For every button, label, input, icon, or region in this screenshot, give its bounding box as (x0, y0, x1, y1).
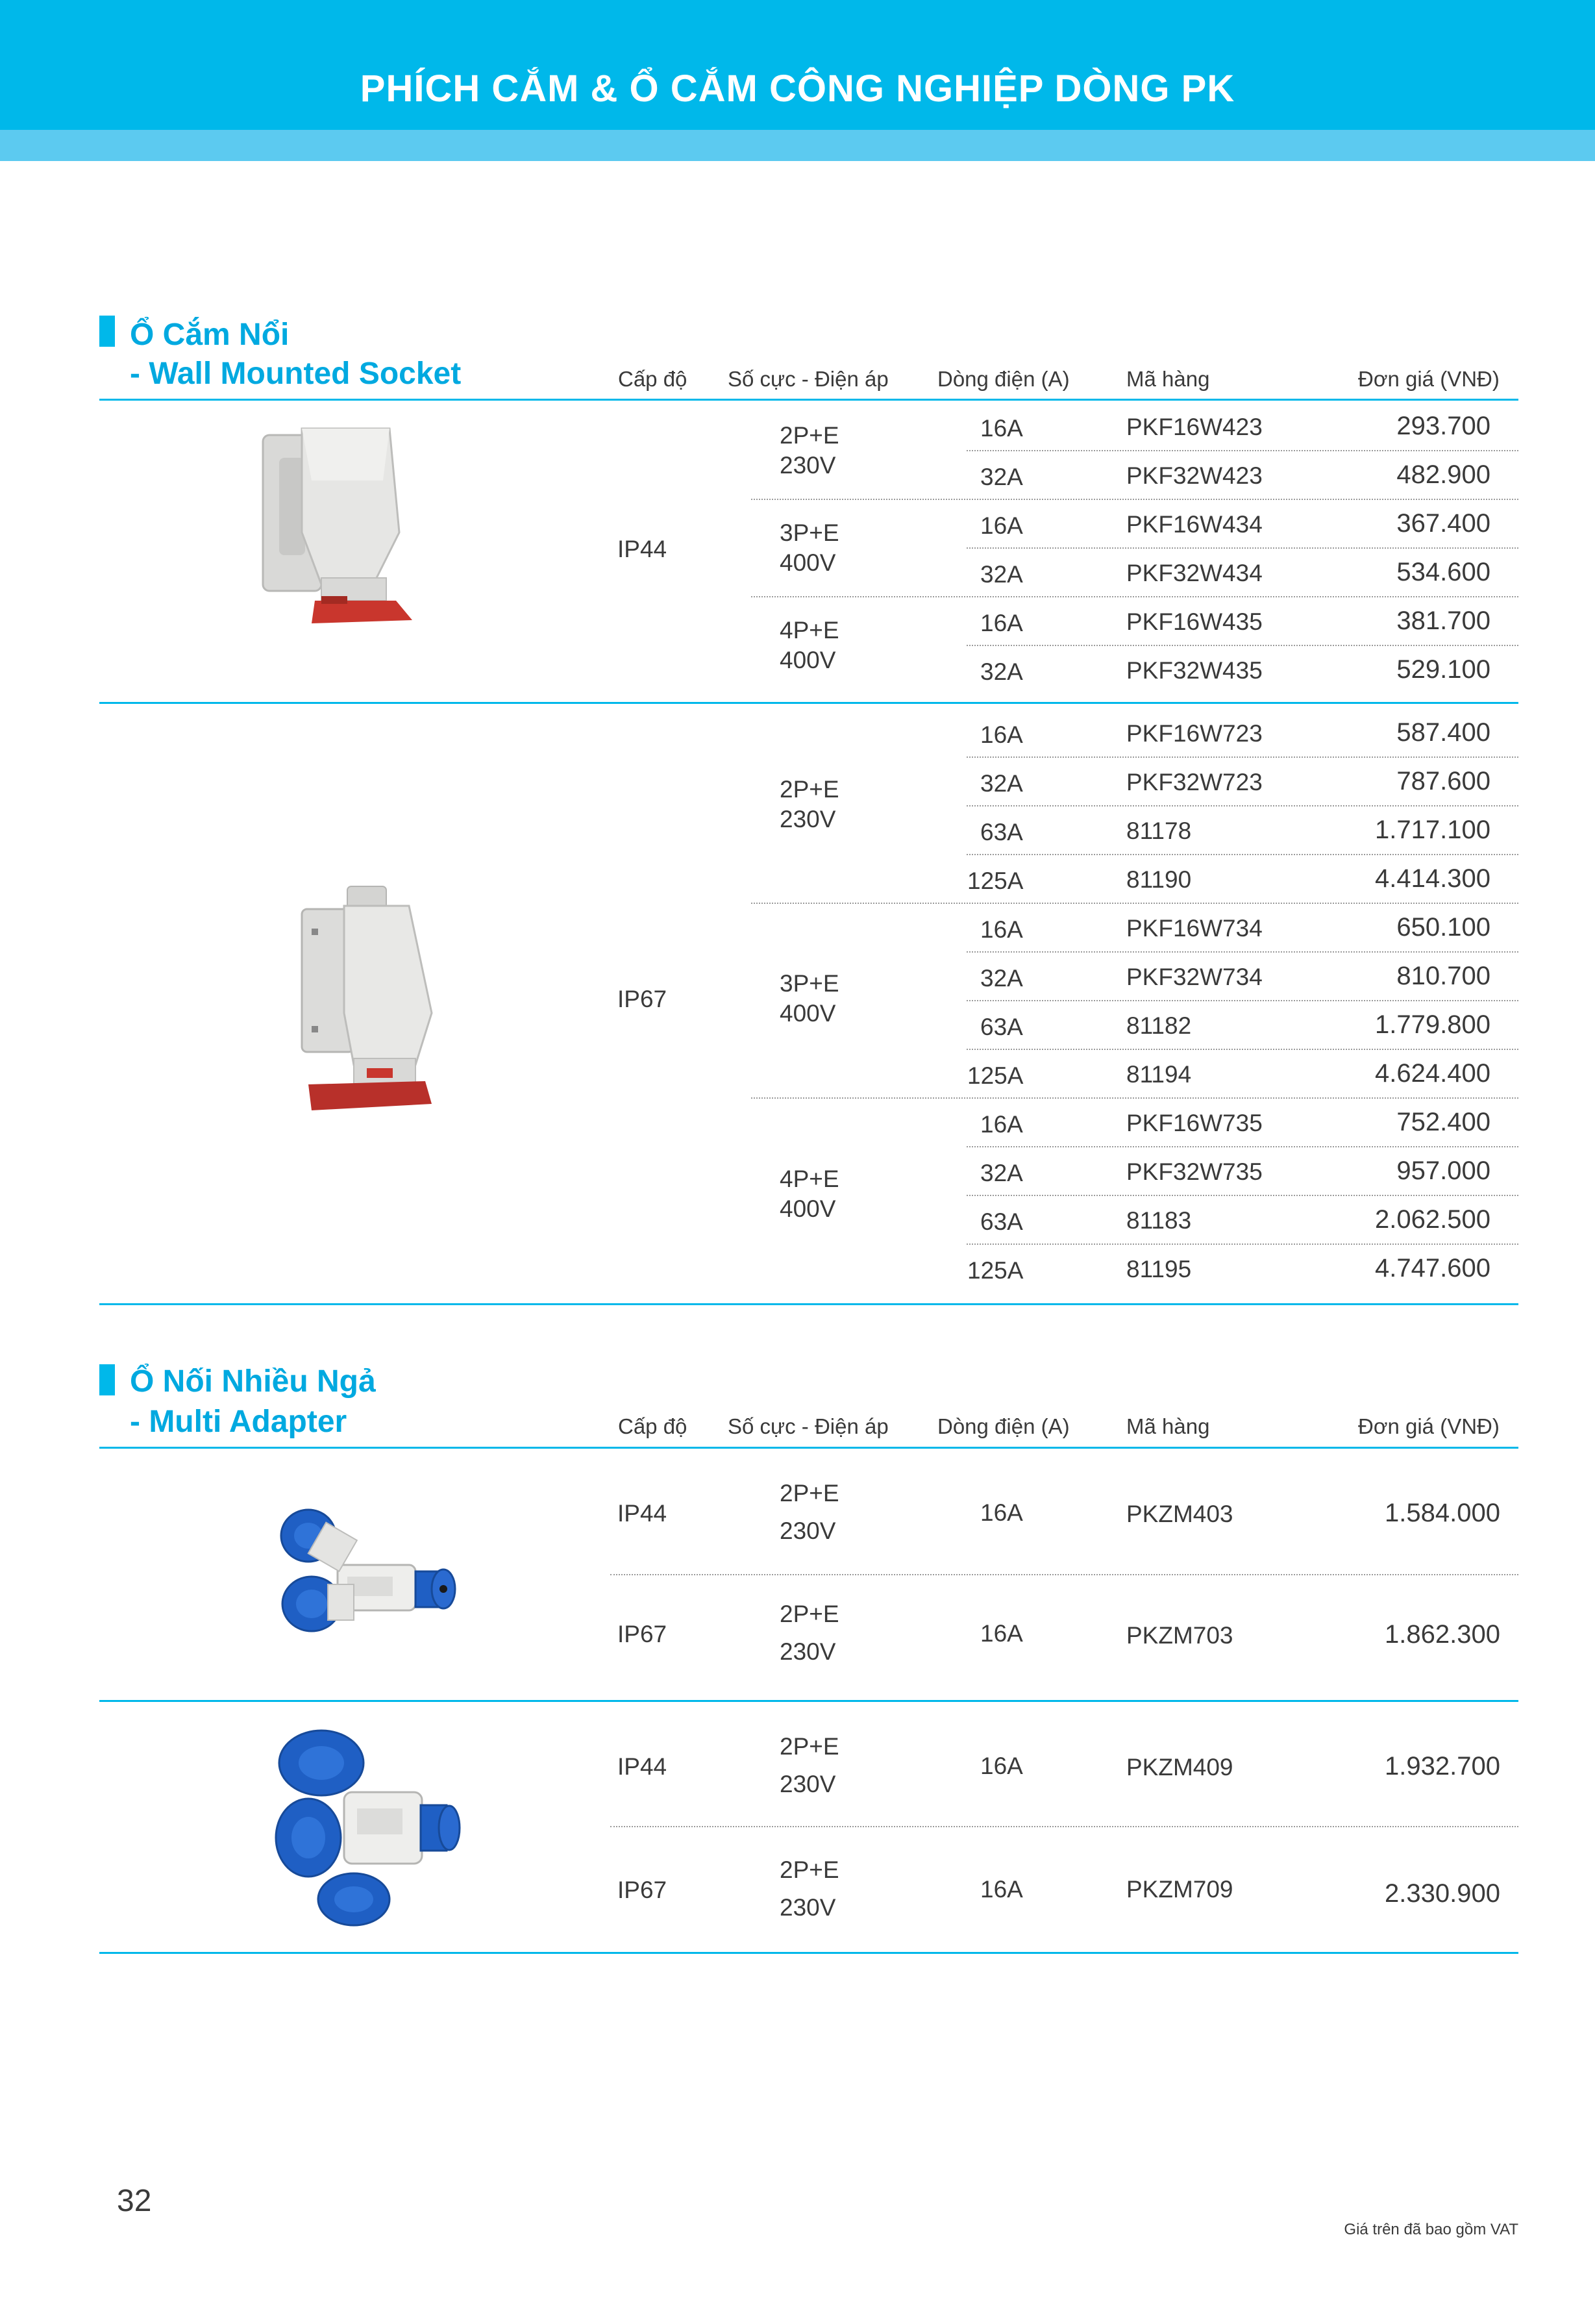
code-cell: PKF16W734 (1126, 915, 1263, 942)
price-cell: 367.400 (1396, 509, 1490, 538)
price-cell: 529.100 (1396, 655, 1490, 684)
poles-voltage: 230V (780, 452, 836, 479)
price-cell: 752.400 (1396, 1108, 1490, 1136)
current-cell: 16A (980, 512, 1023, 539)
level-cell: IP67 (617, 986, 667, 1012)
poles-voltage: 230V (780, 806, 836, 832)
code-cell: PKZM403 (1126, 1501, 1233, 1527)
price-cell: 787.600 (1396, 767, 1490, 795)
poles-voltage: 400V (780, 647, 836, 673)
poles-count: 3P+E (780, 519, 839, 546)
current-cell: 16A (980, 916, 1023, 943)
page-title: PHÍCH CẮM & Ổ CẮM CÔNG NGHIỆP DÒNG PK (360, 68, 1235, 110)
price-cell: 4.624.400 (1375, 1059, 1490, 1088)
current-cell: 32A (980, 464, 1023, 490)
price-cell: 810.700 (1396, 962, 1490, 990)
current-cell: 16A (980, 1620, 1023, 1647)
multi-adapter-3way-image (273, 1727, 461, 1929)
current-cell: 63A (980, 1014, 1023, 1040)
table-header-divider (99, 399, 1518, 401)
current-cell: 125A (967, 1257, 1024, 1284)
column-header-current: Dòng điện (A) (937, 1414, 1070, 1438)
current-cell: 16A (980, 1876, 1023, 1903)
poles-voltage: 400V (780, 549, 836, 576)
price-cell: 381.700 (1396, 606, 1490, 635)
price-cell: 1.862.300 (1385, 1620, 1500, 1649)
code-cell: 81190 (1126, 866, 1192, 893)
poles-cell (780, 1851, 839, 1927)
row-divider (967, 1146, 1518, 1147)
multi-adapter-2way-image (276, 1506, 458, 1643)
poles-count: 4P+E (780, 617, 839, 643)
poles-cell (780, 1595, 839, 1671)
code-cell: 81194 (1126, 1061, 1192, 1088)
current-cell: 16A (980, 1499, 1023, 1526)
row-divider (967, 1049, 1518, 1050)
poles-cell (780, 518, 839, 578)
row-divider (967, 756, 1518, 758)
level-cell: IP44 (617, 1753, 667, 1780)
poles-cell (780, 969, 839, 1029)
current-cell: 63A (980, 1208, 1023, 1235)
price-cell: 1.932.700 (1385, 1752, 1500, 1780)
code-cell: PKF16W735 (1126, 1110, 1263, 1136)
section-title-line2: - Wall Mounted Socket (130, 356, 462, 391)
column-header-price: Đơn giá (VNĐ) (1358, 1414, 1500, 1438)
row-divider (751, 499, 1518, 500)
table-header-divider (99, 1447, 1518, 1449)
group-divider (99, 1700, 1518, 1702)
price-cell: 2.062.500 (1375, 1205, 1490, 1234)
page-number: 32 (117, 2184, 152, 2218)
code-cell: PKZM709 (1126, 1876, 1233, 1903)
group-divider (99, 702, 1518, 704)
row-divider (967, 854, 1518, 855)
poles-voltage: 400V (780, 1000, 836, 1027)
row-divider (967, 645, 1518, 646)
code-cell: 81183 (1126, 1207, 1192, 1234)
section-marker (99, 1364, 115, 1395)
column-header-poles: Số cực - Điện áp (728, 1414, 889, 1438)
current-cell: 16A (980, 610, 1023, 636)
level-cell: IP67 (617, 1877, 667, 1903)
poles-count: 2P+E (780, 1480, 839, 1506)
column-header-poles: Số cực - Điện áp (728, 367, 889, 391)
poles-cell (780, 1164, 839, 1224)
code-cell: PKF32W423 (1126, 462, 1263, 489)
code-cell: PKF16W435 (1126, 608, 1263, 635)
current-cell: 32A (980, 770, 1023, 797)
poles-cell (780, 1728, 839, 1803)
price-cell: 1.584.000 (1385, 1499, 1500, 1527)
code-cell: 81195 (1126, 1256, 1192, 1282)
price-cell: 4.747.600 (1375, 1254, 1490, 1282)
column-header-level: Cấp độ (618, 1414, 687, 1438)
code-cell: PKF32W435 (1126, 657, 1263, 684)
section-title-line1: Ổ Nối Nhiều Ngả (130, 1364, 376, 1399)
code-cell: PKF16W423 (1126, 414, 1263, 440)
current-cell: 125A (967, 1062, 1024, 1089)
wall-socket-ip44-image (250, 422, 425, 630)
current-cell: 16A (980, 415, 1023, 442)
price-cell: 4.414.300 (1375, 864, 1490, 893)
poles-count: 2P+E (780, 776, 839, 803)
section-title-line1: Ổ Cắm Nổi (130, 318, 290, 352)
code-cell: PKF32W735 (1126, 1158, 1263, 1185)
poles-count: 2P+E (780, 1733, 839, 1760)
price-cell: 534.600 (1396, 558, 1490, 586)
row-divider (751, 596, 1518, 597)
code-cell: PKZM703 (1126, 1622, 1233, 1649)
price-cell: 293.700 (1396, 412, 1490, 440)
row-divider (610, 1826, 1518, 1827)
price-cell: 650.100 (1396, 913, 1490, 942)
code-cell: PKF16W723 (1126, 720, 1263, 747)
level-cell: IP44 (617, 536, 667, 562)
row-divider (967, 951, 1518, 953)
price-cell: 482.900 (1396, 460, 1490, 489)
code-cell: PKZM409 (1126, 1754, 1233, 1780)
row-divider (967, 1195, 1518, 1196)
column-header-level: Cấp độ (618, 367, 687, 391)
current-cell: 32A (980, 561, 1023, 588)
row-divider (967, 450, 1518, 451)
section-end-divider (99, 1952, 1518, 1954)
price-cell: 587.400 (1396, 718, 1490, 747)
poles-cell (780, 775, 839, 834)
poles-cell (780, 421, 839, 481)
section-title-line2: - Multi Adapter (130, 1405, 347, 1439)
code-cell: PKF32W734 (1126, 964, 1263, 990)
column-header-current: Dòng điện (A) (937, 367, 1070, 391)
section-end-divider (99, 1303, 1518, 1305)
current-cell: 32A (980, 965, 1023, 992)
section-marker (99, 316, 115, 347)
column-header-code: Mã hàng (1126, 367, 1210, 391)
poles-voltage: 230V (780, 1771, 836, 1797)
price-cell: 957.000 (1396, 1156, 1490, 1185)
header-banner (0, 0, 1595, 130)
code-cell: 81182 (1126, 1012, 1192, 1039)
poles-count: 2P+E (780, 422, 839, 449)
current-cell: 63A (980, 819, 1023, 845)
current-cell: 16A (980, 1753, 1023, 1779)
poles-count: 2P+E (780, 1601, 839, 1627)
row-divider (751, 903, 1518, 904)
poles-count: 2P+E (780, 1856, 839, 1883)
poles-voltage: 230V (780, 1638, 836, 1665)
row-divider (751, 1097, 1518, 1099)
price-cell: 1.717.100 (1375, 816, 1490, 844)
current-cell: 32A (980, 1160, 1023, 1186)
poles-voltage: 230V (780, 1518, 836, 1544)
poles-count: 4P+E (780, 1166, 839, 1192)
header-strip (0, 130, 1595, 161)
row-divider (967, 1243, 1518, 1245)
level-cell: IP67 (617, 1621, 667, 1647)
poles-voltage: 230V (780, 1894, 836, 1921)
current-cell: 125A (967, 868, 1024, 894)
poles-count: 3P+E (780, 970, 839, 997)
column-header-code: Mã hàng (1126, 1414, 1210, 1438)
poles-cell (780, 1475, 839, 1550)
code-cell: 81178 (1126, 818, 1192, 844)
vat-note: Giá trên đã bao gồm VAT (1344, 2221, 1518, 2238)
current-cell: 32A (980, 658, 1023, 685)
code-cell: PKF32W434 (1126, 560, 1263, 586)
price-cell: 2.330.900 (1385, 1879, 1500, 1908)
poles-cell (780, 616, 839, 675)
price-cell: 1.779.800 (1375, 1010, 1490, 1039)
current-cell: 16A (980, 1111, 1023, 1138)
code-cell: PKF16W434 (1126, 511, 1263, 538)
column-header-price: Đơn giá (VNĐ) (1358, 367, 1500, 391)
poles-voltage: 400V (780, 1195, 836, 1222)
wall-socket-ip67-image (295, 883, 445, 1117)
level-cell: IP44 (617, 1500, 667, 1527)
current-cell: 16A (980, 721, 1023, 748)
row-divider (967, 547, 1518, 549)
row-divider (610, 1574, 1518, 1575)
row-divider (967, 805, 1518, 806)
row-divider (967, 1000, 1518, 1001)
code-cell: PKF32W723 (1126, 769, 1263, 795)
